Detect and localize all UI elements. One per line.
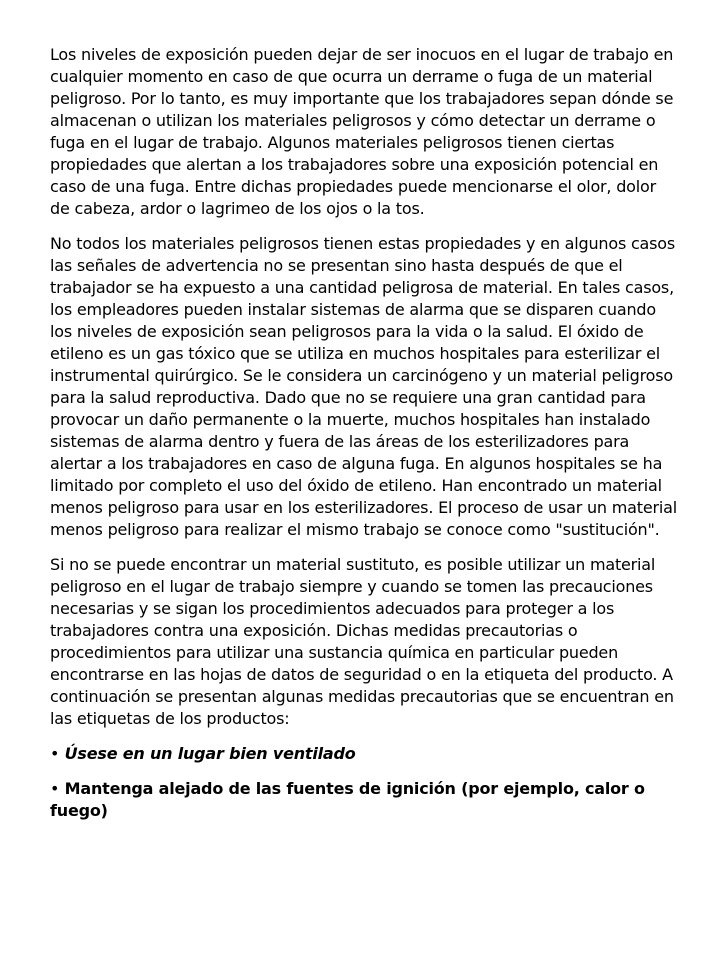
bullet-text-ventilation: Úsese en un lugar bien ventilado (64, 744, 356, 763)
paragraph-exposure-levels: Los niveles de exposición pueden dejar de ser inocuos en el lugar de trabajo en cualquier momento en caso de que ocurra un derrame o fuga de un material peligroso. Por lo tanto, es muy importante que los trabajadores sepan dónde se almacenan o utilizan los materiales peligrosos y cómo detectar un derrame o fuga en el lugar de trabajo. Algunos materiales peligrosos tienen ciertas propiedades que alertan a los trabajadores sobre una exposición potencial en caso de una fuga. Entre dichas propiedades puede mencionarse el olor, dolor de cabeza, ardor o lagrimeo de los ojos o la tos. (50, 45, 674, 218)
paragraph-warning-signs: No todos los materiales peligrosos tienen estas propiedades y en algunos casos las señales de advertencia no se presentan sino hasta después de que el trabajador se ha expuesto a una cantidad peligrosa de material. En tales casos, los empleadores pueden instalar sistemas de alarma que se disparen cuando los niveles de exposición sean peligrosos para la vida o la salud. El óxido de etileno es un gas tóxico que se utiliza en muchos hospitales para esterilizar el instrumental quirúrgico. Se le considera un carcinógeno y un material peligroso para la salud reproductiva. Dado que no se requiere una gran cantidad para provocar un daño permanente o la muerte, muchos hospitales han instalado sistemas de alarma dentro y fuera de las áreas de los esterilizadores para alertar a los trabajadores en caso de alguna fuga. En algunos hospitales se ha limitado por completo el uso del óxido de etileno. Han encontrado un material menos peligroso para usar en los esterilizadores. El proceso de usar un material menos peligroso para realizar el mismo trabajo se conoce como "sustitución". (50, 234, 677, 539)
document-page (50, 44, 680, 835)
bullet-icon: • (50, 744, 60, 763)
bullet-icon: • (50, 779, 60, 798)
paragraph-precautions: Si no se puede encontrar un material sustituto, es posible utilizar un material peligroso en el lugar de trabajo siempre y cuando se tomen las precauciones necesarias y se sigan los procedimientos adecuados para proteger a los trabajadores contra una exposición. Dichas medidas precautorias o procedimientos para utilizar una sustancia química en particular pueden encontrarse en las hojas de datos de seguridad o en la etiqueta del producto. A continuación se presentan algunas medidas precautorias que se encuentran en las etiquetas de los productos: (50, 555, 674, 728)
bullet-text-ignition: Mantenga alejado de las fuentes de ignición (por ejemplo, calor o fuego) (50, 779, 645, 820)
bullet-item-ventilation (50, 743, 680, 765)
bullet-item-ignition (50, 778, 680, 822)
